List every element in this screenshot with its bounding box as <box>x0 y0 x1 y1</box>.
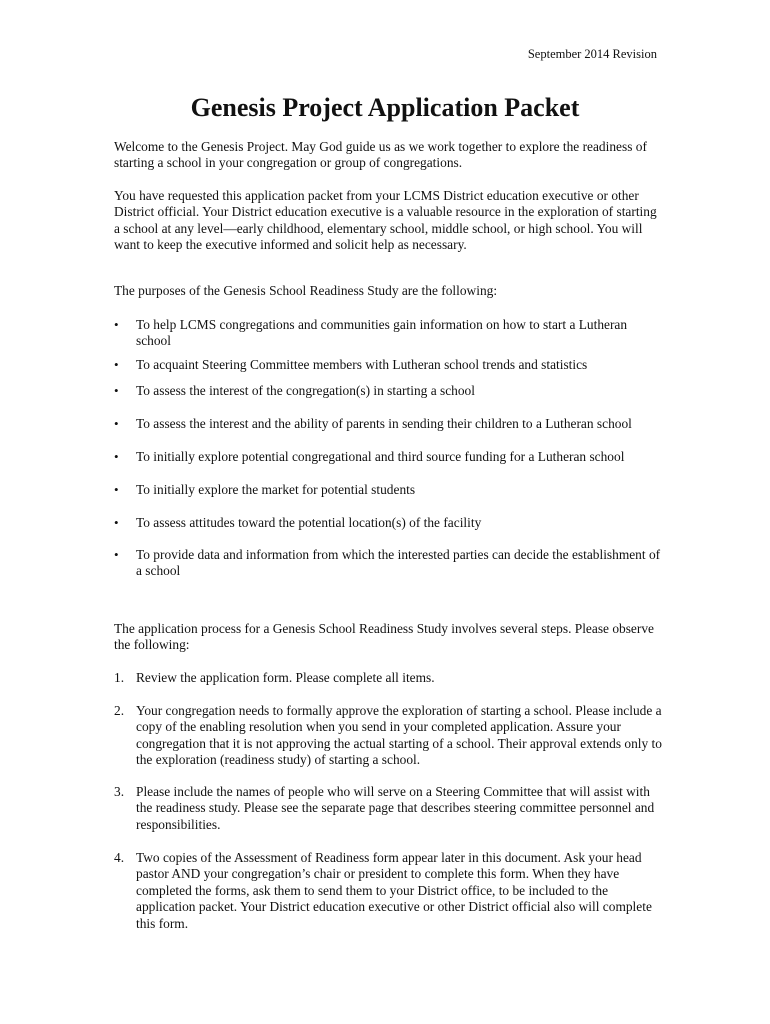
process-intro-paragraph: The application process for a Genesis School Readiness Study involves several steps. Please observe the following: <box>114 621 654 653</box>
purpose-list-item <box>114 357 662 373</box>
step-text: Review the application form. Please complete all items. <box>136 670 435 685</box>
step-list-item <box>114 850 662 932</box>
purposes-heading: The purposes of the Genesis School Readiness Study are the following: <box>114 283 498 298</box>
purpose-text: To acquaint Steering Committee members with Lutheran school trends and statistics <box>136 357 588 372</box>
purpose-list-item <box>114 547 662 580</box>
step-number: 2. <box>114 703 125 718</box>
intro-paragraph-welcome: Welcome to the Genesis Project. May God guide us as we work together to explore the readiness of starting a school in your congregation or group of congregations. <box>114 139 647 171</box>
bullet-icon: • <box>114 357 119 372</box>
purpose-text: To assess the interest and the ability of parents in sending their children to a Lutheran school <box>136 416 632 431</box>
intro-paragraph-district: You have requested this application packet from your LCMS District education executive or other District official. Your District education executive is a valuable resource in the exploration of starting a school at any level—early childhood, elementary school, middle school, or high school. You will want to keep the executive informed and solicit help as necessary. <box>114 188 657 253</box>
step-list-item <box>114 670 662 686</box>
purpose-text: To initially explore the market for potential students <box>136 482 416 497</box>
purpose-list-item <box>114 416 662 432</box>
step-number: 1. <box>114 670 125 685</box>
purpose-list-item <box>114 482 662 498</box>
purpose-text: To initially explore potential congregational and third source funding for a Lutheran school <box>136 449 625 464</box>
step-text: Two copies of the Assessment of Readiness form appear later in this document. Ask your head pastor AND your congregation’s chair or president to complete this form. When they have completed the forms, ask them to send them to your District office, to be included to the application packet. Your District education executive or other District official also will complete this form. <box>136 850 652 931</box>
step-list-item <box>114 784 662 833</box>
step-text: Your congregation needs to formally approve the exploration of starting a school. Please include a copy of the enabling resolution when you send in your completed application. Assure your congregation that it is not approving the actual starting of a school. Their approval extends only to the exploration (readiness study) of starting a school. <box>136 703 662 768</box>
purpose-text: To provide data and information from which the interested parties can decide the establishment of a school <box>136 547 661 579</box>
bullet-icon: • <box>114 416 119 431</box>
step-number: 4. <box>114 850 125 865</box>
step-list-item <box>114 703 662 769</box>
step-text: Please include the names of people who will serve on a Steering Committee that will assist with the readiness study. Please see the separate page that describes steering committee personnel and responsibilities. <box>136 784 655 832</box>
purpose-list-item <box>114 383 662 399</box>
bullet-icon: • <box>114 547 119 562</box>
purpose-list-item <box>114 515 662 531</box>
revision-date: September 2014 Revision <box>527 47 657 61</box>
bullet-icon: • <box>114 515 119 530</box>
bullet-icon: • <box>114 449 119 464</box>
purpose-list-item <box>114 449 662 465</box>
purpose-text: To assess the interest of the congregation(s) in starting a school <box>136 383 475 398</box>
step-number: 3. <box>114 784 125 799</box>
purpose-text: To help LCMS congregations and communities gain information on how to start a Lutheran school <box>136 317 628 349</box>
bullet-icon: • <box>114 317 119 332</box>
purpose-text: To assess attitudes toward the potential location(s) of the facility <box>136 515 482 530</box>
bullet-icon: • <box>114 482 119 497</box>
page-title: Genesis Project Application Packet <box>190 93 580 122</box>
bullet-icon: • <box>114 383 119 398</box>
purpose-list-item <box>114 317 662 350</box>
